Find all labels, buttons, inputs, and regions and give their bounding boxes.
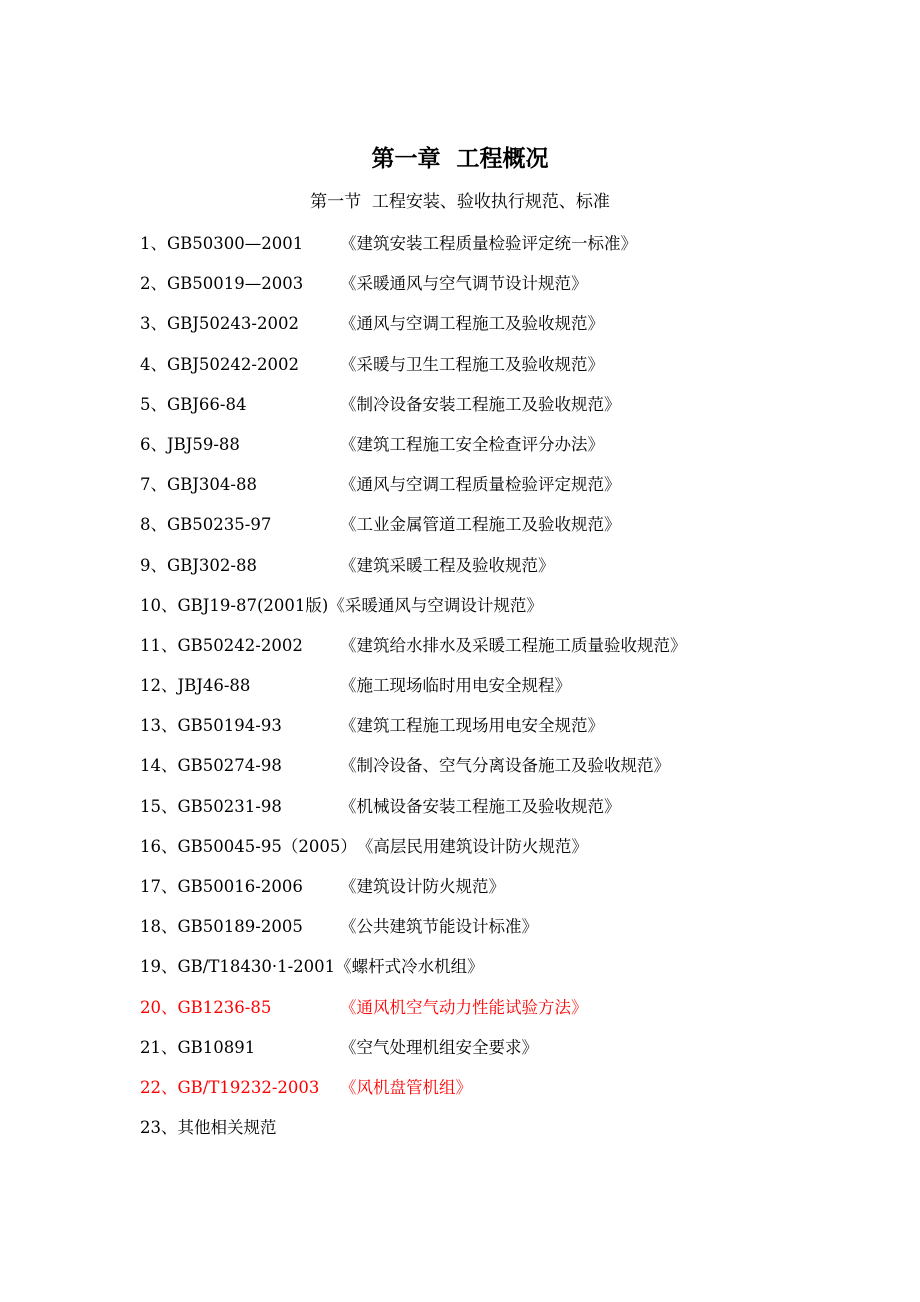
standard-item: [140, 592, 840, 632]
standard-item: [140, 351, 840, 391]
standard-name: 《风机盘管机组》: [340, 1077, 472, 1097]
standard-code: 19、GB/T18430·1-2001: [140, 957, 336, 977]
standard-item: [140, 471, 840, 511]
standard-item: [140, 310, 840, 350]
standard-item: [140, 230, 840, 270]
standard-name: 《高层民用建筑设计防火规范》: [356, 836, 588, 856]
standard-name: 《建筑工程施工现场用电安全规范》: [340, 716, 604, 736]
standard-item: [140, 913, 840, 953]
standard-code: 16、GB50045-95（2005）: [140, 836, 357, 856]
standard-code: 4、GBJ50242-2002: [140, 354, 299, 374]
standard-name: 《采暖通风与空气调节设计规范》: [340, 274, 588, 294]
standard-code: 18、GB50189-2005: [140, 917, 303, 937]
standard-item: [140, 270, 840, 310]
standard-code: 17、GB50016-2006: [140, 877, 303, 896]
standard-code: 9、GBJ302-88: [140, 555, 257, 575]
standard-item: [140, 994, 840, 1034]
standard-code: 22、GB/T19232-2003: [140, 1077, 320, 1097]
chapter-title: 第一章 工程概况: [371, 146, 549, 172]
standard-name: 《建筑给水排水及采暖工程施工质量验收规范》: [340, 635, 687, 655]
standard-code: 14、GB50274-98: [140, 756, 282, 776]
standard-code: 1、GB50300—2001: [140, 234, 304, 253]
standard-name: 《建筑采暖工程及验收规范》: [340, 555, 555, 575]
standard-name: 《施工现场临时用电安全规程》: [340, 676, 571, 696]
standard-code: 8、GB50235-97: [140, 515, 272, 535]
standard-code: 10、GBJ19-87(2001版): [140, 595, 329, 615]
standard-name: 《工业金属管道工程施工及验收规范》: [340, 515, 621, 535]
standard-item: [140, 511, 840, 551]
standard-name: 《通风机空气动力性能试验方法》: [340, 997, 588, 1017]
standard-item: [140, 1114, 840, 1154]
standard-item: [140, 1034, 840, 1074]
standard-code: 7、GBJ304-88: [140, 475, 257, 495]
standard-item: [140, 1074, 840, 1114]
standard-item: [140, 953, 840, 993]
standard-code: 2、GB50019—2003: [140, 274, 304, 294]
standard-name: 《通风与空调工程质量检验评定规范》: [340, 475, 621, 495]
standard-name: 《公共建筑节能设计标准》: [340, 917, 538, 937]
standard-name: 《建筑工程施工安全检查评分办法》: [340, 434, 604, 454]
standard-code: 11、GB50242-2002: [140, 635, 303, 655]
standard-code: 3、GBJ50243-2002: [140, 314, 299, 334]
standard-item: [140, 712, 840, 752]
standard-item: [140, 793, 840, 833]
standard-name: 《机械设备安装工程施工及验收规范》: [340, 796, 621, 816]
standard-code: 20、GB1236-85: [140, 997, 272, 1017]
standard-item: [140, 873, 840, 913]
standard-item: [140, 833, 840, 873]
standard-name: 《采暖与卫生工程施工及验收规范》: [340, 354, 604, 374]
standard-name: 《螺杆式冷水机组》: [335, 957, 484, 977]
standard-item: [140, 431, 840, 471]
standard-item: [140, 632, 840, 672]
standard-code: 13、GB50194-93: [140, 716, 282, 736]
standard-code: 5、GBJ66-84: [140, 394, 247, 414]
standard-code: 21、GB10891: [140, 1037, 256, 1057]
standard-name: 《采暖通风与空调设计规范》: [328, 595, 543, 615]
standards-list: [140, 230, 840, 1154]
standard-item: [140, 672, 840, 712]
standard-item: [140, 552, 840, 592]
standard-item: [140, 391, 840, 431]
standard-name: 《建筑设计防火规范》: [340, 877, 505, 896]
standard-name: 《通风与空调工程施工及验收规范》: [340, 314, 604, 334]
standard-name: 《制冷设备、空气分离设备施工及验收规范》: [340, 756, 670, 776]
standard-name: 《建筑安装工程质量检验评定统一标准》: [340, 234, 637, 253]
section-title: 第一节 工程安装、验收执行规范、标准: [310, 192, 610, 212]
standard-item: [140, 752, 840, 792]
standard-code: 23、其他相关规范: [140, 1118, 277, 1138]
standard-name: 《制冷设备安装工程施工及验收规范》: [340, 394, 621, 414]
standard-name: 《空气处理机组安全要求》: [340, 1037, 538, 1057]
standard-code: 15、GB50231-98: [140, 796, 282, 816]
standard-code: 6、JBJ59-88: [140, 434, 240, 454]
standard-code: 12、JBJ46-88: [140, 676, 251, 696]
